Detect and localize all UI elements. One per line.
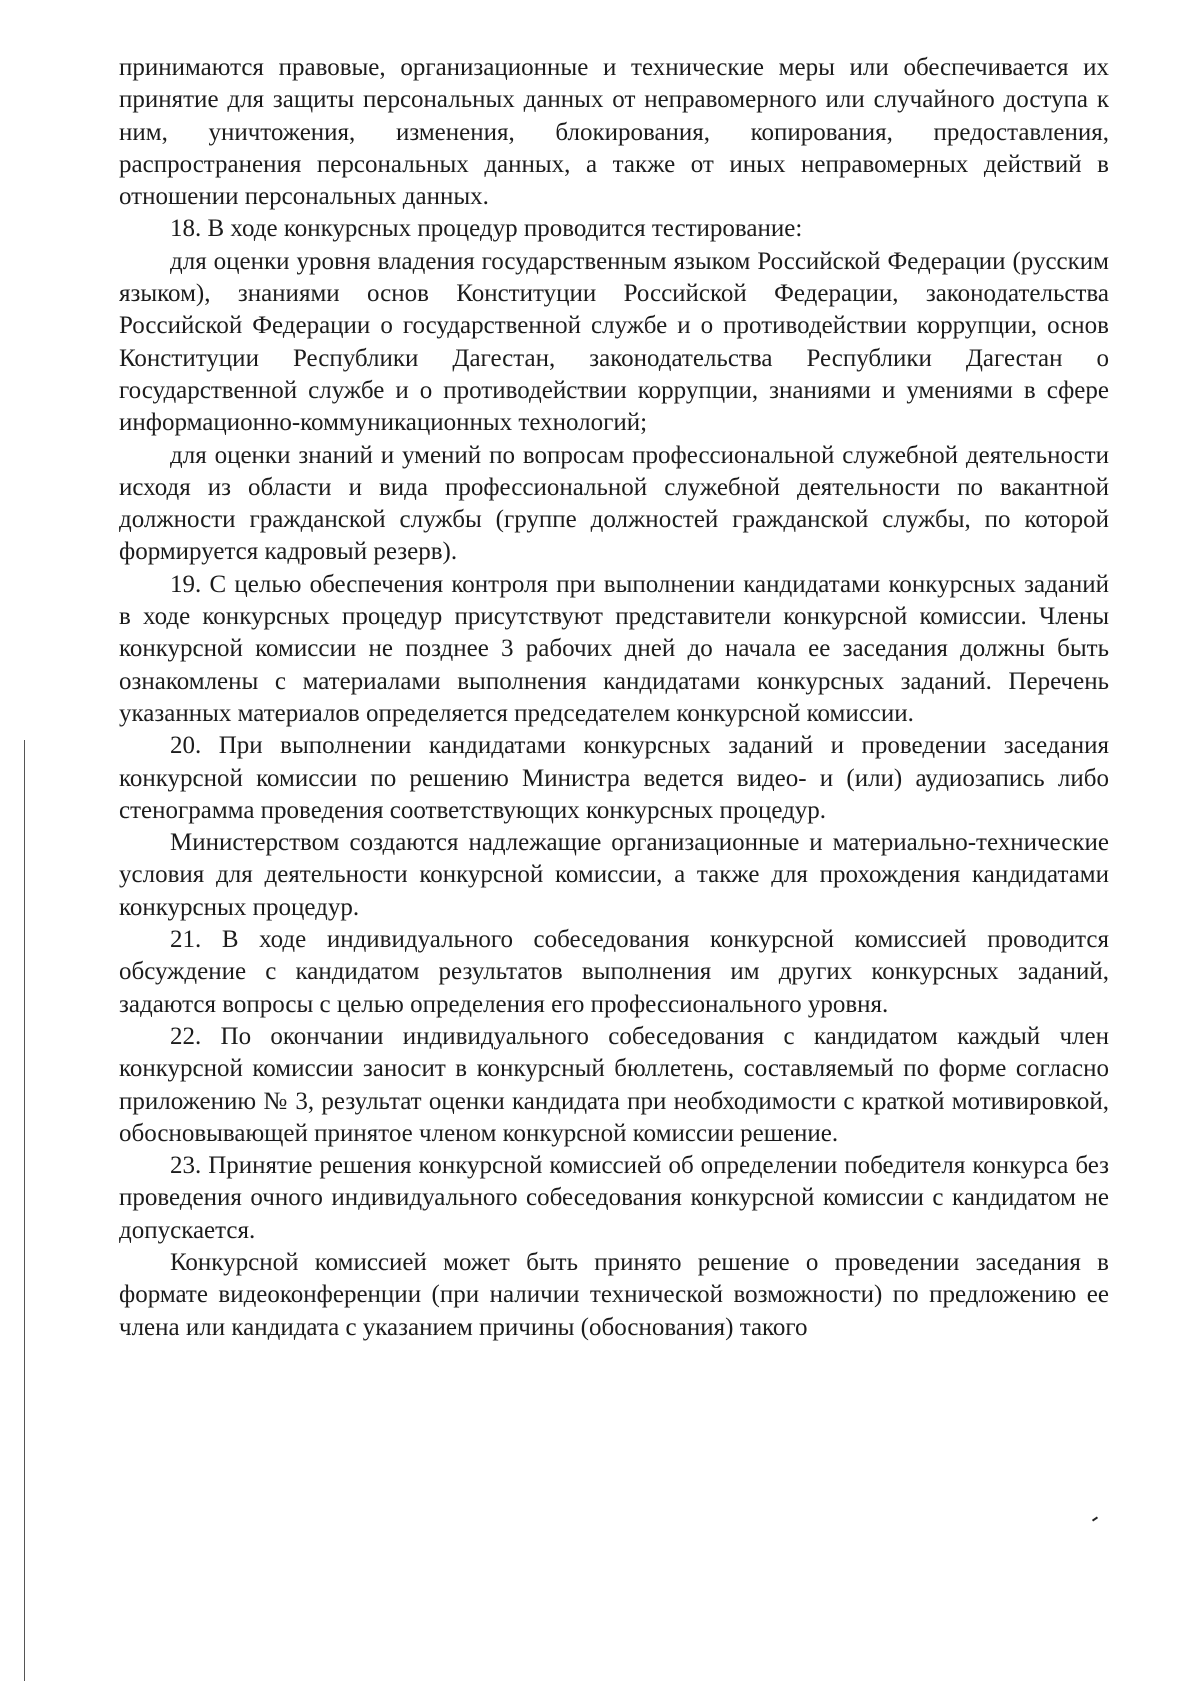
paragraph-20-ministry: Министерством создаются надлежащие организационные и материально-технические условия для деятельности конкурсной комиссии, а также для прохождения кандидатами конкурсных процедур. — [119, 829, 1109, 921]
scan-artifact-mark — [1092, 1516, 1098, 1521]
paragraph-18: 18. В ходе конкурсных процедур проводится тестирование: — [170, 215, 803, 243]
paragraph-20: 20. При выполнении кандидатами конкурсных заданий и проведении заседания конкурсной комиссии по решению Министра ведется видео- и (или) аудиозапись либо стенограмма проведения соответствующих конкурсных процедур. — [119, 732, 1109, 824]
paragraph-21: 21. В ходе индивидуального собеседования конкурсной комиссией проводится обсуждение с кандидатом результатов выполнения им других конкурсных заданий, задаются вопросы с целью определения его профессионального уровня. — [119, 926, 1109, 1018]
paragraph-18-state-language: для оценки уровня владения государственным языком Российской Федерации (русским языком), знаниями основ Конституции Российской Федерации, законодательства Российской Федерации о государственной службе и о противодействии коррупции, основ Конституции Республики Дагестан, законодательства Республики Дагестан о государственной службе и о противодействии коррупции, знаниями и умениями в сфере информационно-коммуникационных технологий; — [119, 247, 1109, 437]
document-page — [119, 52, 1109, 1344]
paragraph-18-professional: для оценки знаний и умений по вопросам профессиональной служебной деятельности исходя из области и вида профессиональной служебной деятельности по вакантной должности гражданской службы (группе должностей гражданской службы, по которой формируется кадровый резерв). — [119, 441, 1109, 566]
scan-edge-line — [24, 740, 25, 1681]
paragraph-23: 23. Принятие решения конкурсной комиссией об определении победителя конкурса без проведения очного индивидуального собеседования конкурсной комиссии с кандидатом не допускается. — [119, 1152, 1109, 1244]
paragraph-22: 22. По окончании индивидуального собеседования с кандидатом каждый член конкурсной комиссии заносит в конкурсный бюллетень, составляемый по форме согласно приложению № 3, результат оценки кандидата при необходимости с краткой мотивировкой, обосновывающей принятое членом конкурсной комиссии решение. — [119, 1022, 1109, 1147]
paragraph-continuation: принимаются правовые, организационные и технические меры или обеспечивается их принятие для защиты персональных данных от неправомерного или случайного доступа к ним, уничтожения, изменения, блокирования, копирования, предоставления, распространения персональных данных, а также от иных неправомерных действий в отношении персональных данных. — [119, 54, 1109, 211]
paragraph-19: 19. С целью обеспечения контроля при выполнении кандидатами конкурсных заданий в ходе конкурсных процедур присутствуют представители конкурсной комиссии. Члены конкурсной комиссии не позднее 3 рабочих дней до начала ее заседания должны быть ознакомлены с материалами выполнения кандидатами конкурсных заданий. Перечень указанных материалов определяется председателем конкурсной комиссии. — [119, 570, 1109, 727]
paragraph-23-videoconference: Конкурсной комиссией может быть принято решение о проведении заседания в формате видеоконференции (при наличии технической возможности) по предложению ее члена или кандидата с указанием причины (обоснования) такого — [119, 1248, 1109, 1341]
